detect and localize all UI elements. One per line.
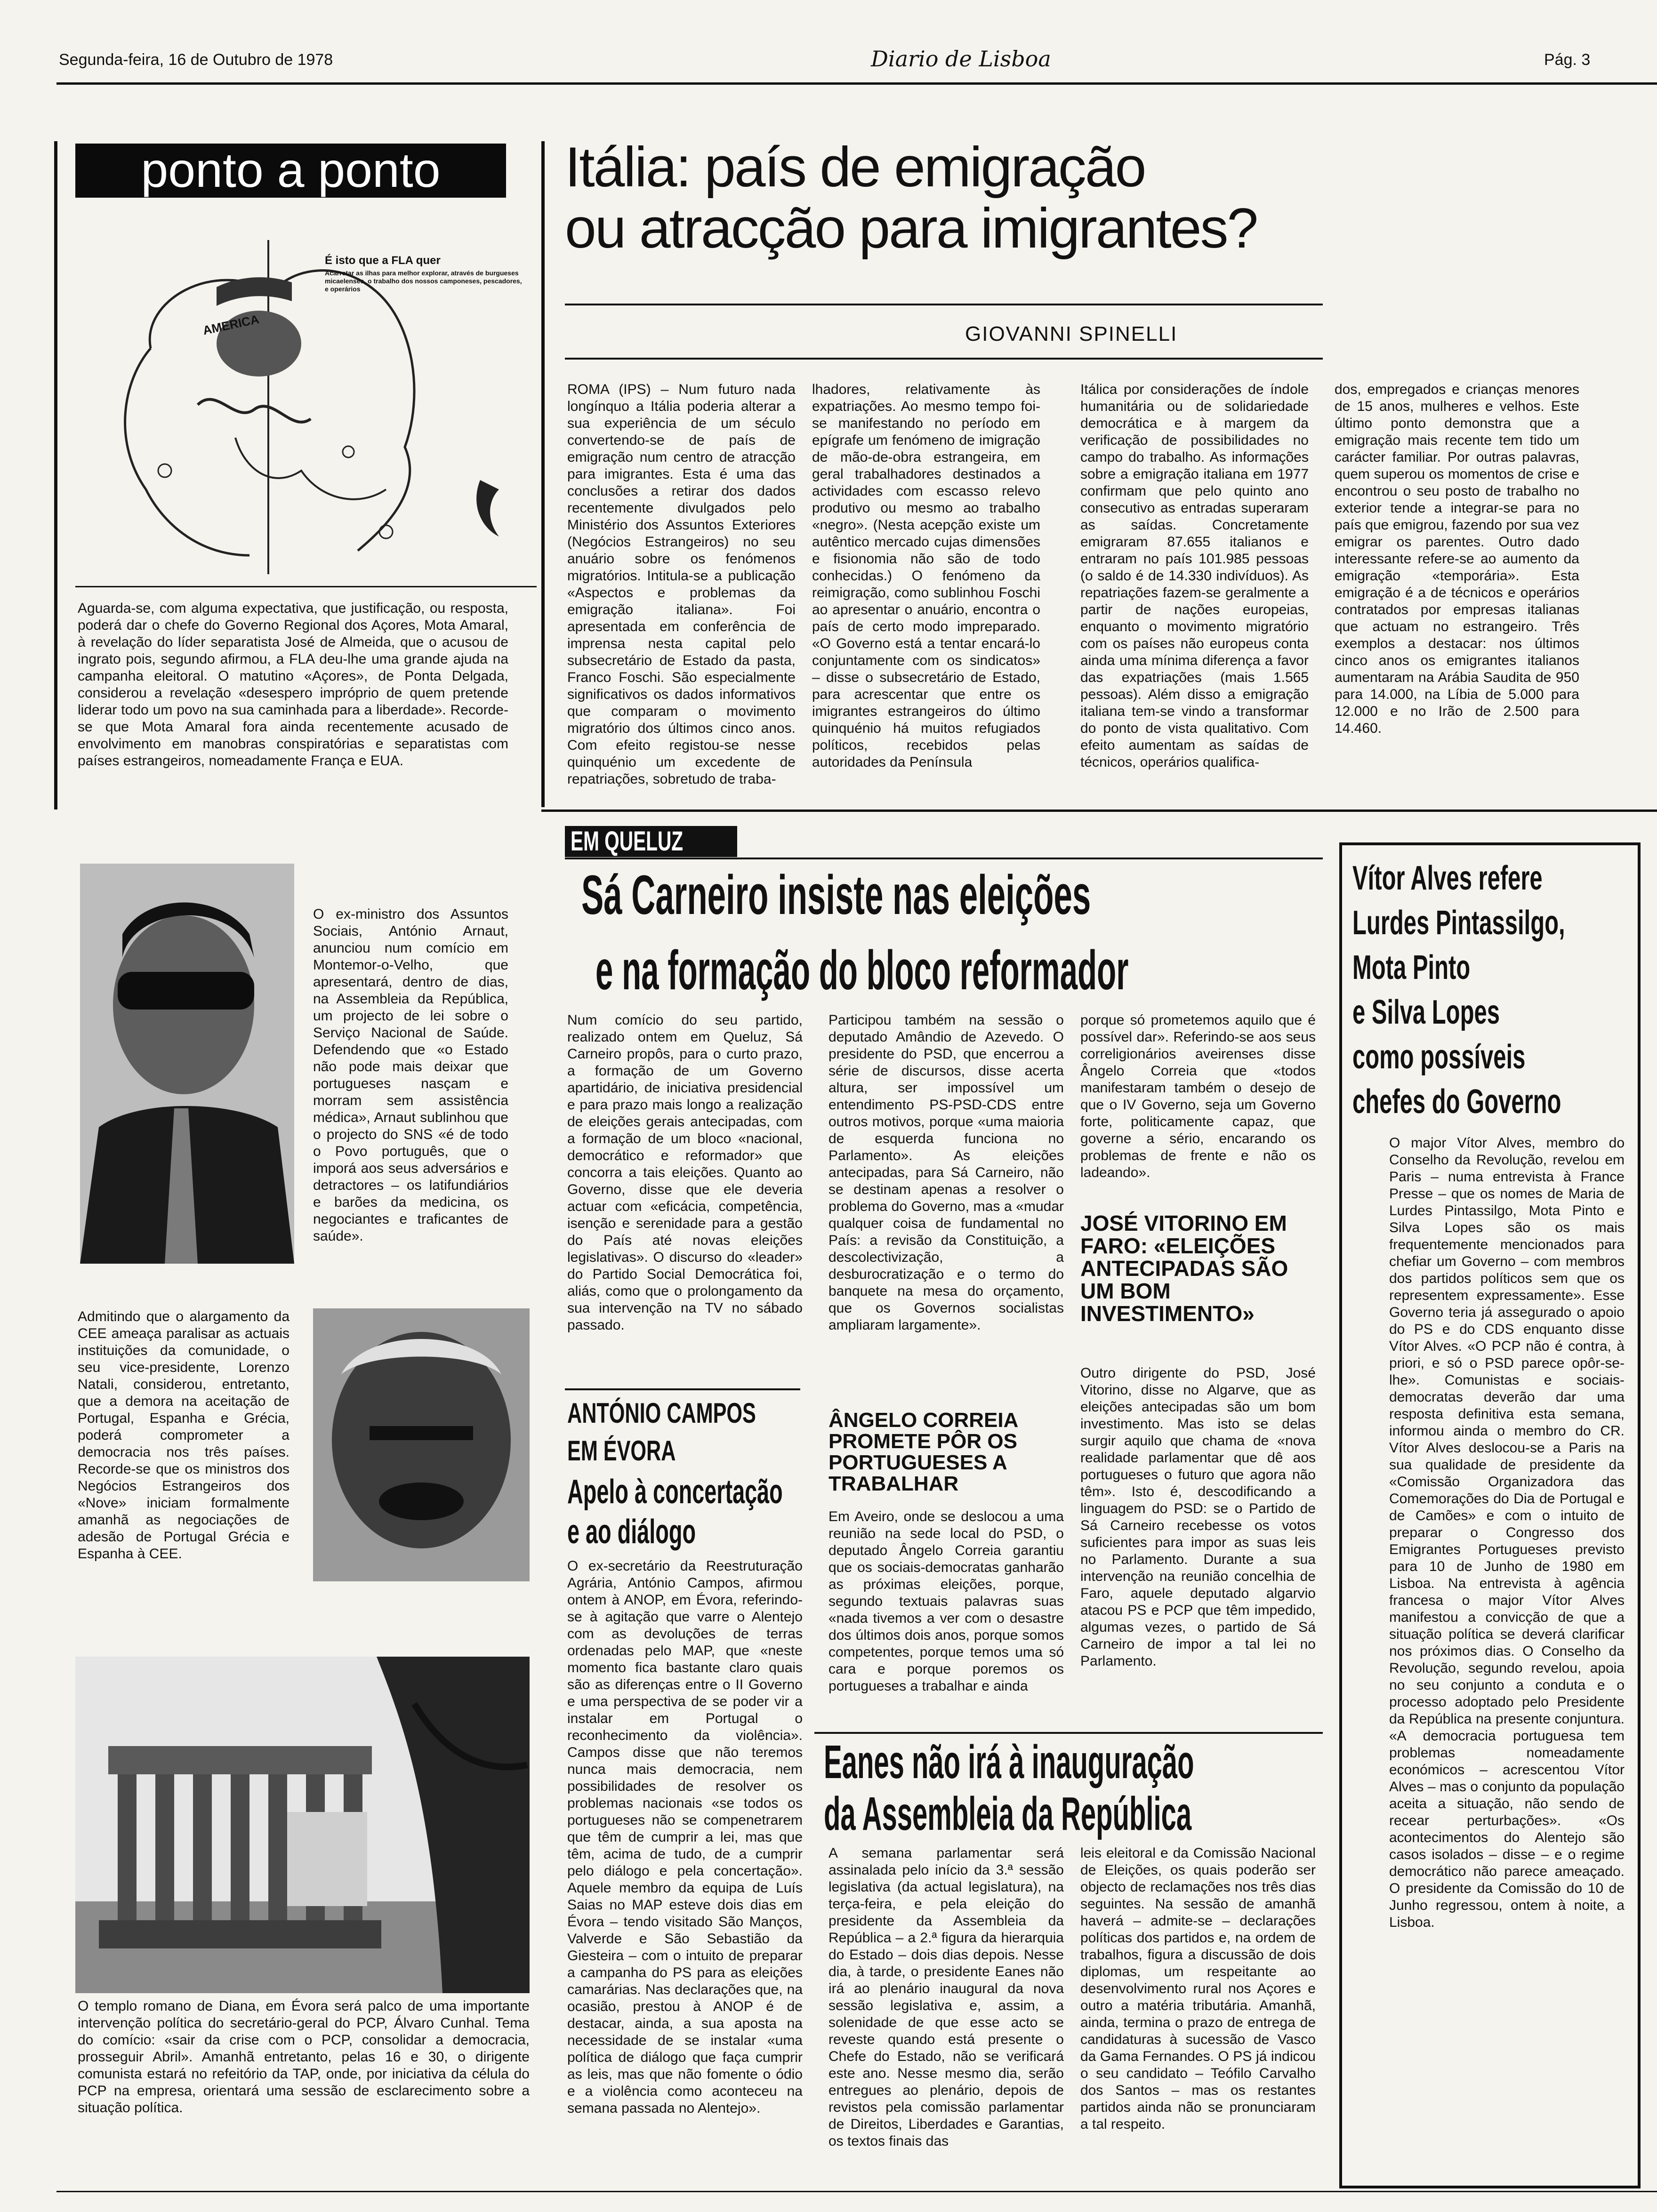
vitor-title-3: Mota Pinto: [1352, 949, 1471, 986]
angelo-heading: ÂNGELO CORREIA PROMETE PÔR OS PORTUGUESES A TRABALHAR: [828, 1409, 1018, 1495]
queluz-kicker: EM QUELUZ: [565, 826, 737, 857]
campos-body: O ex-secretário da Reestruturação Agrária, António Campos, afirmou ontem à ANOP, em Évora, referindo-se à agitação que varre o Alentejo com as devoluções de terras ordenadas pelo MAP, que «neste momento fica bastante claro quais são as diferenças entre o II Governo e uma perspectiva de se poder vir a instalar em Portugal o reconhecimento da violência». Campos disse que não teremos nunca mais democracia, nem possibilidades de resolver os problemas nacionais «se todos os portugueses não se compenetrarem que têm de cumprir a lei, mas que têm, acima de tudo, de a cumprir pelo diálogo e pela concertação». Aquele membro da equipa de Luís Saias no MAP esteve dois dias em Évora – tendo visitado São Manços, Valverde e São Sebastião da Giesteira – com o intuito de preparar a campanha do PS para as eleições camarárias. Nas declarações que, na ocasião, prestou à ANOP é de destacar, ainda, a sua aposta na necessidade de se instalar «uma política de diálogo que faça cumprir as leis, mas que não fomente o ódio e a violência como aconteceu na semana passada no Alentejo».: [567, 1558, 803, 2116]
masthead-rule: [56, 82, 1657, 85]
campos-top-rule: [565, 1388, 800, 1390]
arnaut-photo: [80, 864, 294, 1264]
queluz-title-2: e na formação do bloco reformador: [595, 939, 1129, 1002]
queluz-kicker-rule: [565, 858, 1323, 859]
italia-author: GIOVANNI SPINELLI: [965, 322, 1178, 345]
queluz-title-1: Sá Carneiro insiste nas eleições: [581, 864, 1091, 926]
eanes-title-1: Eanes não irá à inauguração: [824, 1736, 1194, 1788]
vitor-title-5: como possíveis: [1352, 1038, 1526, 1076]
left-column-rule: [54, 141, 57, 809]
campos-kicker-1: ANTÓNIO CAMPOS: [567, 1397, 756, 1429]
queluz-col-2: Participou também na sessão o deputado Amândio de Azevedo. O presidente do PSD, que encerrou a série de discursos, disse acerta altura, ser impossível um entendimento PS-PSD-CDS entre outros motivos, porque «uma maioria de esquerda funciona no Parlamento». As eleições antecipadas, para Sá Carneiro, não se destinam apenas a resolver o problema do Governo, mas a «mudar qualquer coisa de fundamental no País: a revisão da Constituição, a descolectivização, a desburocratização e o termo do banquete na mesa do orçamento, que os Governos socialistas ampliaram largamente».: [828, 1012, 1064, 1333]
vitor-title-1: Vítor Alves refere: [1352, 859, 1543, 897]
vitorino-body: Outro dirigente do PSD, José Vitorino, disse no Algarve, que as eleições antecipadas são um bom investimento. Mas isto se delas surgir aquilo que chama de «nova realidade parlamentar que dê aos portugueses o futuro que agora não têm». Isto é, descodificando a linguagem do PSD: se o Partido de Sá Carneiro recebesse os votos suficientes para impor as suas leis no Parlamento. Durante a sua intervenção na reunião concelhia de Faro, aquele deputado algarvio atacou PS e PCP que têm impedido, algumas vezes, o partido de Sá Carneiro de impor a tal lei no Parlamento.: [1080, 1365, 1316, 1669]
italia-col-4: dos, empregados e crianças menores de 15 anos, mulheres e velhos. Este último ponto demonstra que a emigração mais recente tem tido um carácter familiar. Por outras palavras, quem superou os momentos de crise e encontrou o seu posto de trabalho no exterior tende a integrar-se para no país que emigrou, fazendo por sua vez emigrar os parentes. Outro dado interessante refere-se ao aumento da emigração «temporária». Esta emigração é a de técnicos e operários contratados por empresas italianas que actuam no estrangeiro. Três exemplos a destacar: nos últimos cinco anos os emigrantes italianos aumentaram na Arábia Saudita de 950 para 14.000, na Líbia de 5.000 para 12.000 e no Irão de 2.500 para 14.460.: [1335, 382, 1579, 736]
italia-col-2: lhadores, relativamente às expatriações. Ao mesmo tempo foi-se manifestando no período em epígrafe um fenómeno de imigração de mão-de-obra estrangeira, em geral trabalhadores destinados a actividades com escasso relevo produtivo ou mesmo ao trabalho «negro». (Nesta acepção existe um autêntico mercado cujas dimensões e fisionomia não são de todo conhecidas.) O fenómeno da reimigração, como sublinhou Foschi ao apresentar o anuário, encontra o país de certo modo impreparado. «O Governo está a tentar encará-lo conjuntamente com os sindicatos» – disse o subsecretário de Estado, para acrescentar que entre os imigrantes estrangeiros do último quinquénio há muitos refugiados políticos, recebidos pelas autoridades da Península: [812, 382, 1040, 770]
angelo-body: Em Aveiro, onde se deslocou a uma reunião na sede local do PSD, o deputado Ângelo Correia garantiu que os sociais-democratas ganharão as próximas eleições, porque, segundo textuais palavras suas «nada tivemos a ver com o desastre dos últimos dois anos, porque somos competentes, porque temos uma só cara e porque poremos os portugueses a trabalhar e ainda: [828, 1509, 1064, 1694]
italia-col-1: ROMA (IPS) – Num futuro nada longínquo a Itália poderia alterar a sua experiência de um século convertendo-se de país de emigração num centro de atracção para imigrantes. Esta é uma das conclusões a retirar dos dados recentemente divulgados pelo Ministério dos Assuntos Exteriores (Negócios Estrangeiros) no seu anuário sobre os fenómenos migratórios. Intitula-se a publicação «Aspectos e problemas da emigração italiana». Foi apresentada em conferência de imprensa nesta capital pelo subsecretário de Estado da pasta, Franco Foschi. São especialmente significativos os dados informativos que comparam o movimento migratório dos últimos cinco anos. Com efeito registou-se nesse quinquénio um excedente de repatriações, sobretudo de traba-: [567, 382, 796, 787]
natali-photo: [313, 1308, 530, 1581]
arnaut-body: O ex-ministro dos Assuntos Sociais, António Arnaut, anunciou num comício em Montemor-o-Velho, que apresentará, dentro de dias, na Assembleia da República, um projecto de lei sobre o Serviço Nacional de Saúde. Defendendo que «o Estado não pode mais deixar que portugueses nasçam e morram sem assistência médica», Arnaut sublinhou que o projecto do SNS «é de todo o Povo português, que o imporá aos seus adversários e detractores – os latifundiários e barões da medicina, os negociantes e traficantes de saúde».: [313, 906, 508, 1244]
campos-kicker-2: EM ÉVORA: [567, 1435, 676, 1467]
vitor-body: O major Vítor Alves, membro do Conselho da Revolução, revelou em Paris – numa entrevista à France Presse – que os nomes de Maria de Lurdes Pintassilgo, Mota Pinto e Silva Lopes são os mais frequentemente mencionados para chefiar um Governo – com membros dos partidos políticos sem que os representem expressamente». Esse Governo teria já assegurado o apoio do PS e do CDS enquanto disse Vítor Alves. «O PCP não é contra, à priori, e só o PSD parece opôr-se-lhe». Comunistas e sociais-democratas deverão dar uma resposta definitiva esta semana, informou ainda o membro do CR. Vítor Alves deslocou-se a Paris na sua qualidade de presidente da «Comissão Organizadora das Comemorações do Dia de Portugal e de Camões» e com o intuito de preparar o Congresso dos Emigrantes Portugueses previsto para 10 de Junho de 1980 em Lisboa. Na entrevista à agência francesa o major Vítor Alves manifestou a convicção de que a situação política se deverá clarificar nos próximos dias. O Conselho da Revolução, segundo revelou, apoia no seu conjunto a conduta e o processo adoptado pelo Presidente da República na presente conjuntura. «A democracia portuguesa tem problemas nomeadamente económicos – acrescentou Vítor Alves – mas o conjunto da população aceita a situação, não sendo de recear perturbações». «Os acontecimentos do Alentejo são casos isolados – disse – e o regime democrático não parece ameaçado. O presidente da Comissão do 10 de Junho regressou, ontem à noite, a Lisboa.: [1389, 1135, 1625, 1930]
italia-bottom-rule: [541, 809, 1657, 812]
campos-title-1: Apelo à concertação: [567, 1473, 783, 1511]
diana-temple-photo: [75, 1657, 530, 1993]
italia-col-3: Itálica por considerações de índole humanitária ou de solidariedade democrática e à margem da verificação de possibilidades no campo do trabalho. As informações sobre a emigração italiana em 1977 confirmam que pelo quinto ano consecutivo as entradas superaram as saídas. Concretamente emigraram 87.655 italianos e entraram no país 101.985 pessoas (o saldo é de 14.330 indivíduos). As repatriações fazem-se geralmente a partir de nações europeias, enquanto o movimento migratório com os países não europeus conta ainda uma mínima diferença a favor das expatriações (mais 1.565 pessoas). Além disso a emigração italiana tem-se vindo a transformar do ponto de vista qualitativo. Com efeito aumentam as saídas de técnicos, operários qualifica-: [1080, 382, 1309, 770]
vitorino-heading: JOSÉ VITORINO EM FARO: «ELEIÇÕES ANTECIPADAS SÃO UM BOM INVESTIMENTO»: [1080, 1211, 1288, 1326]
italia-left-rule: [541, 141, 545, 807]
page-bottom-rule: [56, 2191, 1657, 2192]
masthead-paper: Diario de Lisboa: [871, 46, 1051, 72]
cartoon-title: É isto que a FLA quer: [325, 254, 441, 267]
italia-title-1: Itália: país de emigração: [565, 136, 1145, 199]
italia-author-rule: [565, 358, 1323, 360]
eanes-title-2: da Assembleia da República: [824, 1787, 1192, 1840]
campos-title-2: e ao diálogo: [567, 1513, 696, 1551]
italia-title-rule: [565, 304, 1323, 305]
ponto-body: Aguarda-se, com alguma expectativa, que justificação, ou resposta, poderá dar o chefe do Governo Regional dos Açores, Mota Amaral, à revelação do líder separatista José de Almeida, que o acusou de ingrato pois, segundo afirmou, a FLA deu-lhe uma grande ajuda na campanha eleitoral. O matutino «Açores», de Ponta Delgada, considerou a revelação «desespero impróprio de quem pretende liderar todo um povo na sua caminhada para a liberdade». Recorde-se que Mota Amaral fora ainda recentemente acusado de envolvimento em manobras conspiratórias e separatistas com países estrangeiros, nomeadamente França e EUA.: [78, 601, 508, 769]
cartoon-caption: Acarretar as ilhas para melhor explorar, através de burgueses micaelenses, o trabalho dos nossos camponeses, pescadores, e operários: [325, 269, 522, 293]
italia-title-2: ou atracção para imigrantes?: [565, 197, 1257, 260]
fla-cartoon: [94, 226, 537, 584]
queluz-col-1: Num comício do seu partido, realizado ontem em Queluz, Sá Carneiro propôs, para o curto prazo, a formação de um Governo apartidário, de iniciativa presidencial e para prazo mais longo a realização de eleições gerais antecipadas, com a formação de um bloco «nacional, democrático e reformador» que concorra a tais eleições. Quanto ao Governo, disse que ele deveria actuar com «eficácia, competência, isenção e serenidade para a gestão do País até novas eleições legislativas». O discurso do «leader» do Partido Social Democrática foi, aliás, como que o prolongamento da sua intervenção na TV no sábado passado.: [567, 1012, 803, 1333]
diana-caption: O templo romano de Diana, em Évora será palco de uma importante intervenção política do secretário-geral do PCP, Álvaro Cunhal. Tema do comício: «sair da crise com o PCP, consolidar a democracia, prosseguir Abril». Amanhã entretanto, pelas 16 e 30, o dirigente comunista estará no refeitório da TAP, onde, por iniciativa da célula do PCP na empresa, orientará uma sessão de esclarecimento sobre a situação política.: [78, 1998, 530, 2116]
vitor-title-6: chefes do Governo: [1352, 1083, 1561, 1121]
vitor-title-4: e Silva Lopes: [1352, 994, 1500, 1031]
masthead-date: Segunda-feira, 16 de Outubro de 1978: [59, 51, 333, 69]
eanes-col-1: A semana parlamentar será assinalada pelo início da 3.ª sessão legislativa (da actual legislatura), na terça-feira, e pela eleição do presidente da Assembleia da República – a 2.ª figura da hierarquia do Estado – dois dias depois. Nesse dia, à tarde, o presidente Eanes não irá ao plenário inaugural da nova sessão legislativa e, assim, a solenidade de que esse acto se reveste quando está presente o Chefe do Estado, não se verificará este ano. Nesse mesmo dia, serão entregues ao plenário, depois de revistos pela comissão parlamentar de Direitos, Liberdades e Garantias, os textos finais das: [828, 1845, 1064, 2149]
queluz-col-3: porque só prometemos aquilo que é possível dar». Referindo-se aos seus correligionários aveirenses disse Ângelo Correia que «todos manifestaram também o desejo de que o IV Governo, seja um Governo forte, politicamente capaz, que governe a sério, encarando os problemas de frente e não os ladeando».: [1080, 1012, 1316, 1180]
eanes-col-2: leis eleitoral e da Comissão Nacional de Eleições, os quais poderão ser objecto de reclamações nos três dias seguintes. Na sessão de amanhã haverá – admite-se – declarações políticas dos partidos e, na ordem de trabalhos, figura a discussão de dois diplomas, um respeitante ao desenvolvimento rural nos Açores e outro a matéria tributária. Amanhã, ainda, termina o prazo de entrega de candidaturas à sucessão de Vasco da Gama Fernandes. O PS já indicou o seu candidato – Teófilo Carvalho dos Santos – mas os restantes partidos ainda não se pronunciaram a tal respeito.: [1080, 1845, 1316, 2132]
cartoon-rule: [75, 586, 537, 587]
eanes-top-rule: [814, 1732, 1323, 1734]
vitor-title-2: Lurdes Pintassilgo,: [1352, 904, 1565, 942]
masthead-page: Pág. 3: [1544, 51, 1591, 69]
ponto-heading: ponto a ponto: [75, 144, 506, 198]
cartoon-banner: AMERICA: [201, 312, 261, 338]
vitor-alves-box: [1339, 842, 1641, 2188]
cee-body: Admitindo que o alargamento da CEE ameaça paralisar as actuais instituições da comunidade, o seu vice-presidente, Lorenzo Natali, considerou, entretanto, que a demora na aceitação de Portugal, Espanha e Grécia, poderá comprometer a democracia nos três países. Recorde-se que os ministros dos Negócios Estrangeiros dos «Nove» iniciam formalmente amanhã as negociações de adesão de Portugal Grécia e Espanha à CEE.: [78, 1309, 290, 1562]
